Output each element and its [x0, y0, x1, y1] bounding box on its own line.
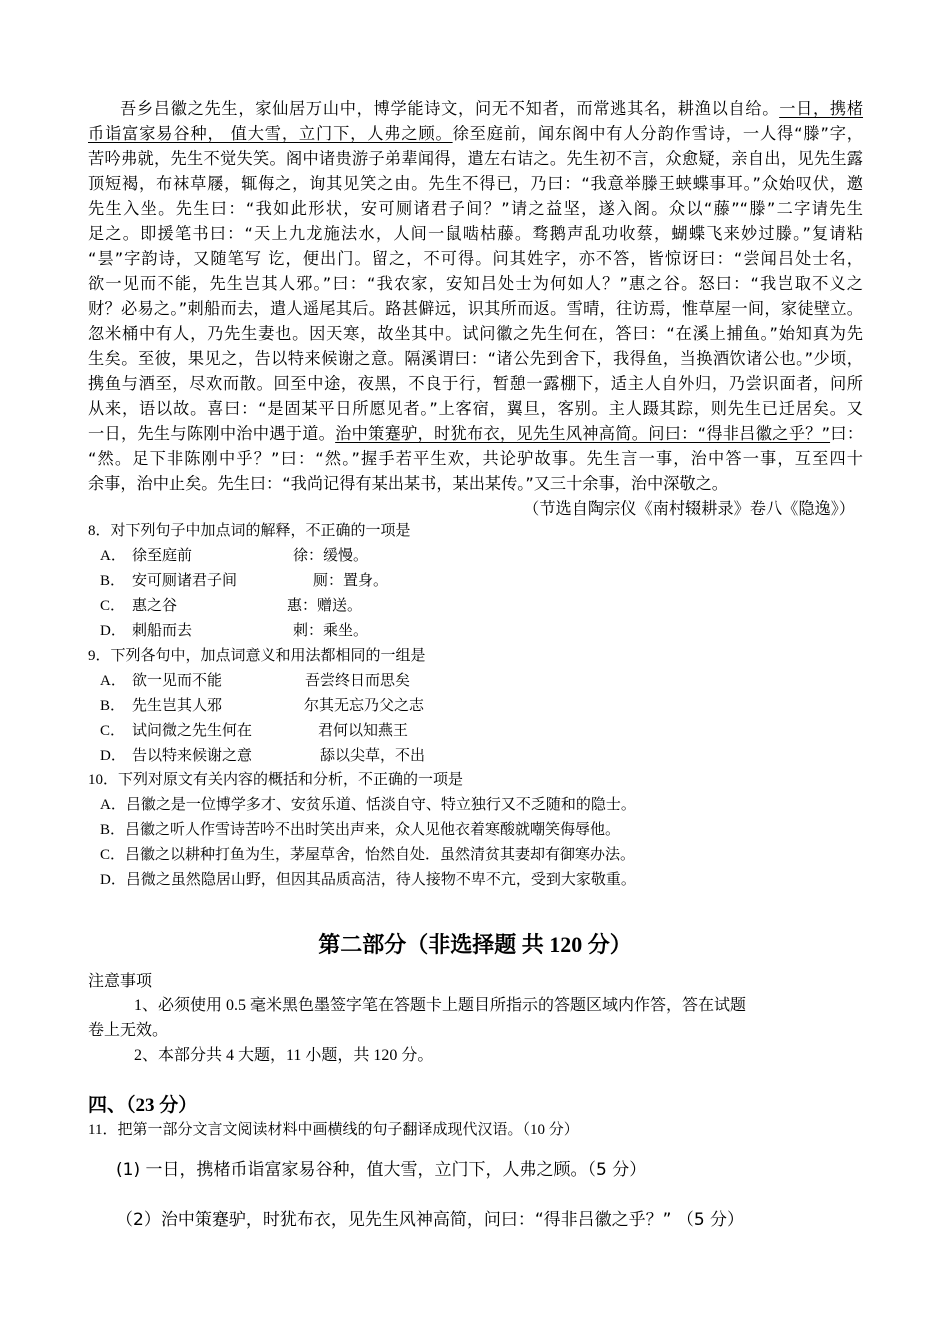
passage-text: 一日，先生与陈刚中治中遇于道。 — [88, 424, 336, 443]
passage-line — [88, 346, 863, 371]
translation-item-2: （2）治中策蹇驴，时犹布衣，见先生风神高简，问曰：“得非吕徽之乎？” （5 分） — [116, 1210, 745, 1230]
answer-option — [100, 843, 635, 864]
question-stem: 10．下列对原文有关内容的概括和分析，不正确的一项是 — [88, 772, 464, 788]
passage-line — [88, 146, 863, 171]
answer-option — [100, 594, 363, 615]
question-11-stem: 11．把第一部分文言文阅读材料中画横线的句子翻译成现代汉语。（10 分） — [88, 1122, 579, 1138]
answer-option — [100, 744, 426, 765]
passage-text: 欲一见而不能，先生岂其人邪。”曰：“我农家，安知吕处士为何如人？”惠之谷。怒曰：“我岂取不义之 — [88, 274, 863, 293]
option-letter: A． — [100, 548, 126, 564]
passage-line — [88, 121, 863, 146]
passage-line — [88, 371, 863, 396]
passage-text: 先生入坐。先生曰：“我如此形状，安可厕诸君子间？”请之益坚，遂入阁。众以“藤”“滕”二字请先生 — [88, 199, 863, 218]
answer-option — [100, 818, 620, 839]
passage-line — [88, 221, 863, 246]
option-text: 惠之谷 — [132, 598, 178, 614]
passage-source: （节选自陶宗仪《南村辍耕录》卷八《隐逸》） — [523, 499, 855, 518]
option-text: 吕微之虽然隐居山野，但因其品质高洁，待人接物不卑不亢，受到大家敬重。 — [125, 872, 636, 888]
passage-text: 忽米桶中有人，乃先生妻也。因天寒，故坐其中。试问徽之先生何在，答曰：“在溪上捕鱼。”始知真为先 — [88, 324, 863, 343]
passage-line — [88, 196, 863, 221]
option-comparison: 尔其无忘乃父之志 — [304, 698, 425, 714]
option-letter: A． — [100, 797, 126, 813]
passage-line — [88, 296, 863, 321]
passage-line — [88, 471, 863, 496]
option-letter: A． — [100, 673, 126, 689]
classical-chinese-passage — [88, 96, 863, 521]
passage-text: 生矣。至彼，果见之，告以特来候谢之意。隔溪谓曰：“诸公先到舍下，我得鱼，当换酒饮诸公也。”少顷， — [88, 349, 863, 368]
section-four-heading: 四、（23 分） — [88, 1095, 198, 1116]
part-two-title: 第二部分（非选择题 共 120 分） — [318, 932, 632, 957]
option-letter: D． — [100, 872, 126, 888]
passage-line — [88, 421, 863, 446]
passage-line — [88, 396, 863, 421]
option-text: 先生岂其人邪 — [132, 698, 223, 714]
passage-text: “然。足下非陈刚中乎？”曰：“然。”握手若平生欢，共论驴故事。先生言一事，治中答一事，互至四十 — [88, 449, 863, 468]
passage-line — [88, 96, 863, 121]
passage-text: 徐至庭前，闻东阁中有人分韵作雪诗，一人得“滕”字， — [452, 124, 863, 143]
option-text: 吕徽之是一位博学多才、安贫乐道、恬淡自守、特立独行又不乏随和的隐士。 — [125, 797, 636, 813]
option-comparison: 惠：赠送。 — [287, 598, 363, 614]
answer-option — [100, 719, 409, 740]
option-letter: B． — [100, 698, 126, 714]
answer-option — [100, 669, 411, 690]
note-2: 2、本部分共 4 大题，11 小题，共 120 分。 — [134, 1047, 434, 1064]
passage-line — [88, 246, 863, 271]
question-stem: 8．对下列句子中加点词的解释，不正确的一项是 — [88, 523, 411, 539]
passage-line — [88, 271, 863, 296]
underlined-sentence: 治中策蹇驴，时犹布衣，见先生风神高简。问曰：“得非吕徽之乎？” — [335, 424, 831, 443]
translation-item-1: (1) 一日，携楮币诣富家易谷种，值大雪，立门下，人弗之顾。（5 分） — [116, 1160, 647, 1180]
passage-line — [88, 171, 863, 196]
notes-heading: 注意事项 — [88, 973, 153, 990]
option-comparison: 徐：缓慢。 — [293, 548, 369, 564]
note-1: 1、必须使用 0.5 毫米黑色墨签字笔在答题卡上题目所指示的答题区域内作答，答在试题 — [134, 997, 747, 1014]
passage-text: 顶短褐，布袜草屦，辄侮之，询其见笑之由。先生不得已，乃曰：“我意举滕王蛱蝶事耳。”众始叹伏，邀 — [88, 174, 863, 193]
option-comparison: 舔以尖草，不出 — [320, 748, 426, 764]
option-comparison: 吾尝终日而思矣 — [305, 673, 411, 689]
option-text: 告以特来候谢之意 — [132, 748, 253, 764]
underlined-sentence: 币诣富家易谷种， 值大雪，立门下，人弗之顾。 — [88, 124, 453, 143]
option-letter: C． — [100, 598, 126, 614]
option-letter: B． — [100, 573, 126, 589]
passage-text: “昙”字韵诗，又随笔写 讫，便出门。留之，不可得。问其姓字，亦不答，皆惊讶曰：“尝闻吕处士名， — [88, 249, 863, 268]
option-text: 欲一见而不能 — [132, 673, 223, 689]
passage-text: 足之。即援笔书曰：“天上九龙施法水，人间一鼠啮枯藤。骛鹅声乱功收蔡，蝴蝶飞来妙过滕。”复请粘 — [88, 224, 863, 243]
answer-option — [100, 619, 369, 640]
option-letter: D． — [100, 623, 126, 639]
answer-option — [100, 868, 636, 889]
option-text: 刺船而去 — [132, 623, 193, 639]
passage-line — [88, 446, 863, 471]
passage-line — [88, 321, 863, 346]
option-letter: B． — [100, 822, 126, 838]
option-text: 安可厕诸君子间 — [132, 573, 238, 589]
passage-text: 财？必易之。”刺船而去，遣人遥尾其后。路甚僻远，识其所而返。雪晴，往访焉，惟草屋一间，家徒壁立。 — [88, 299, 863, 318]
note-1-cont: 卷上无效。 — [88, 1022, 169, 1039]
option-text: 徐至庭前 — [132, 548, 193, 564]
answer-option — [100, 569, 389, 590]
option-text: 吕徽之听人作雪诗苦吟不出时笑出声来，众人见他衣着寒酸就嘲笑侮辱他。 — [125, 822, 621, 838]
option-comparison: 厕：置身。 — [313, 573, 389, 589]
option-text: 试问微之先生何在 — [132, 723, 253, 739]
option-comparison: 君何以知燕王 — [318, 723, 409, 739]
passage-text: 曰： — [830, 424, 864, 443]
passage-text: 吾乡吕徽之先生，家仙居万山中，博学能诗文，问无不知者，而常逃其名，耕渔以自给。 — [120, 99, 780, 118]
option-letter: C． — [100, 723, 126, 739]
answer-option — [100, 793, 636, 814]
option-letter: C． — [100, 847, 126, 863]
passage-text: 余事，治中止矣。先生曰：“我尚记得有某出某书，某出某传。”又三十余事，治中深敬之。 — [88, 474, 728, 493]
option-letter: D． — [100, 748, 126, 764]
answer-option — [100, 544, 369, 565]
passage-text: 苦吟弗就，先生不觉失笑。阁中诸贵游子弟辈闻得，遣左右诘之。先生初不言，众愈疑，亲自出，见先生露 — [88, 149, 863, 168]
underlined-sentence: 一日，携楮 — [779, 99, 864, 118]
option-comparison: 刺：乘坐。 — [293, 623, 369, 639]
question-stem: 9．下列各句中，加点词意义和用法都相同的一组是 — [88, 648, 426, 664]
passage-text: 携鱼与酒至，尽欢而散。回至中途，夜黑，不良于行，暂憩一露棚下，适主人自外归，乃尝识面者，问所 — [88, 374, 863, 393]
answer-option — [100, 694, 425, 715]
option-text: 吕徽之以耕种打鱼为生，茅屋草舍，怡然自处．虽然清贫其妻却有御寒办法。 — [125, 847, 636, 863]
passage-text: 从来，语以故。喜曰：“是固某平日所愿见者。”上客宿，翼旦，客别。主人蹑其踪，则先生已迁居矣。又 — [88, 399, 863, 418]
